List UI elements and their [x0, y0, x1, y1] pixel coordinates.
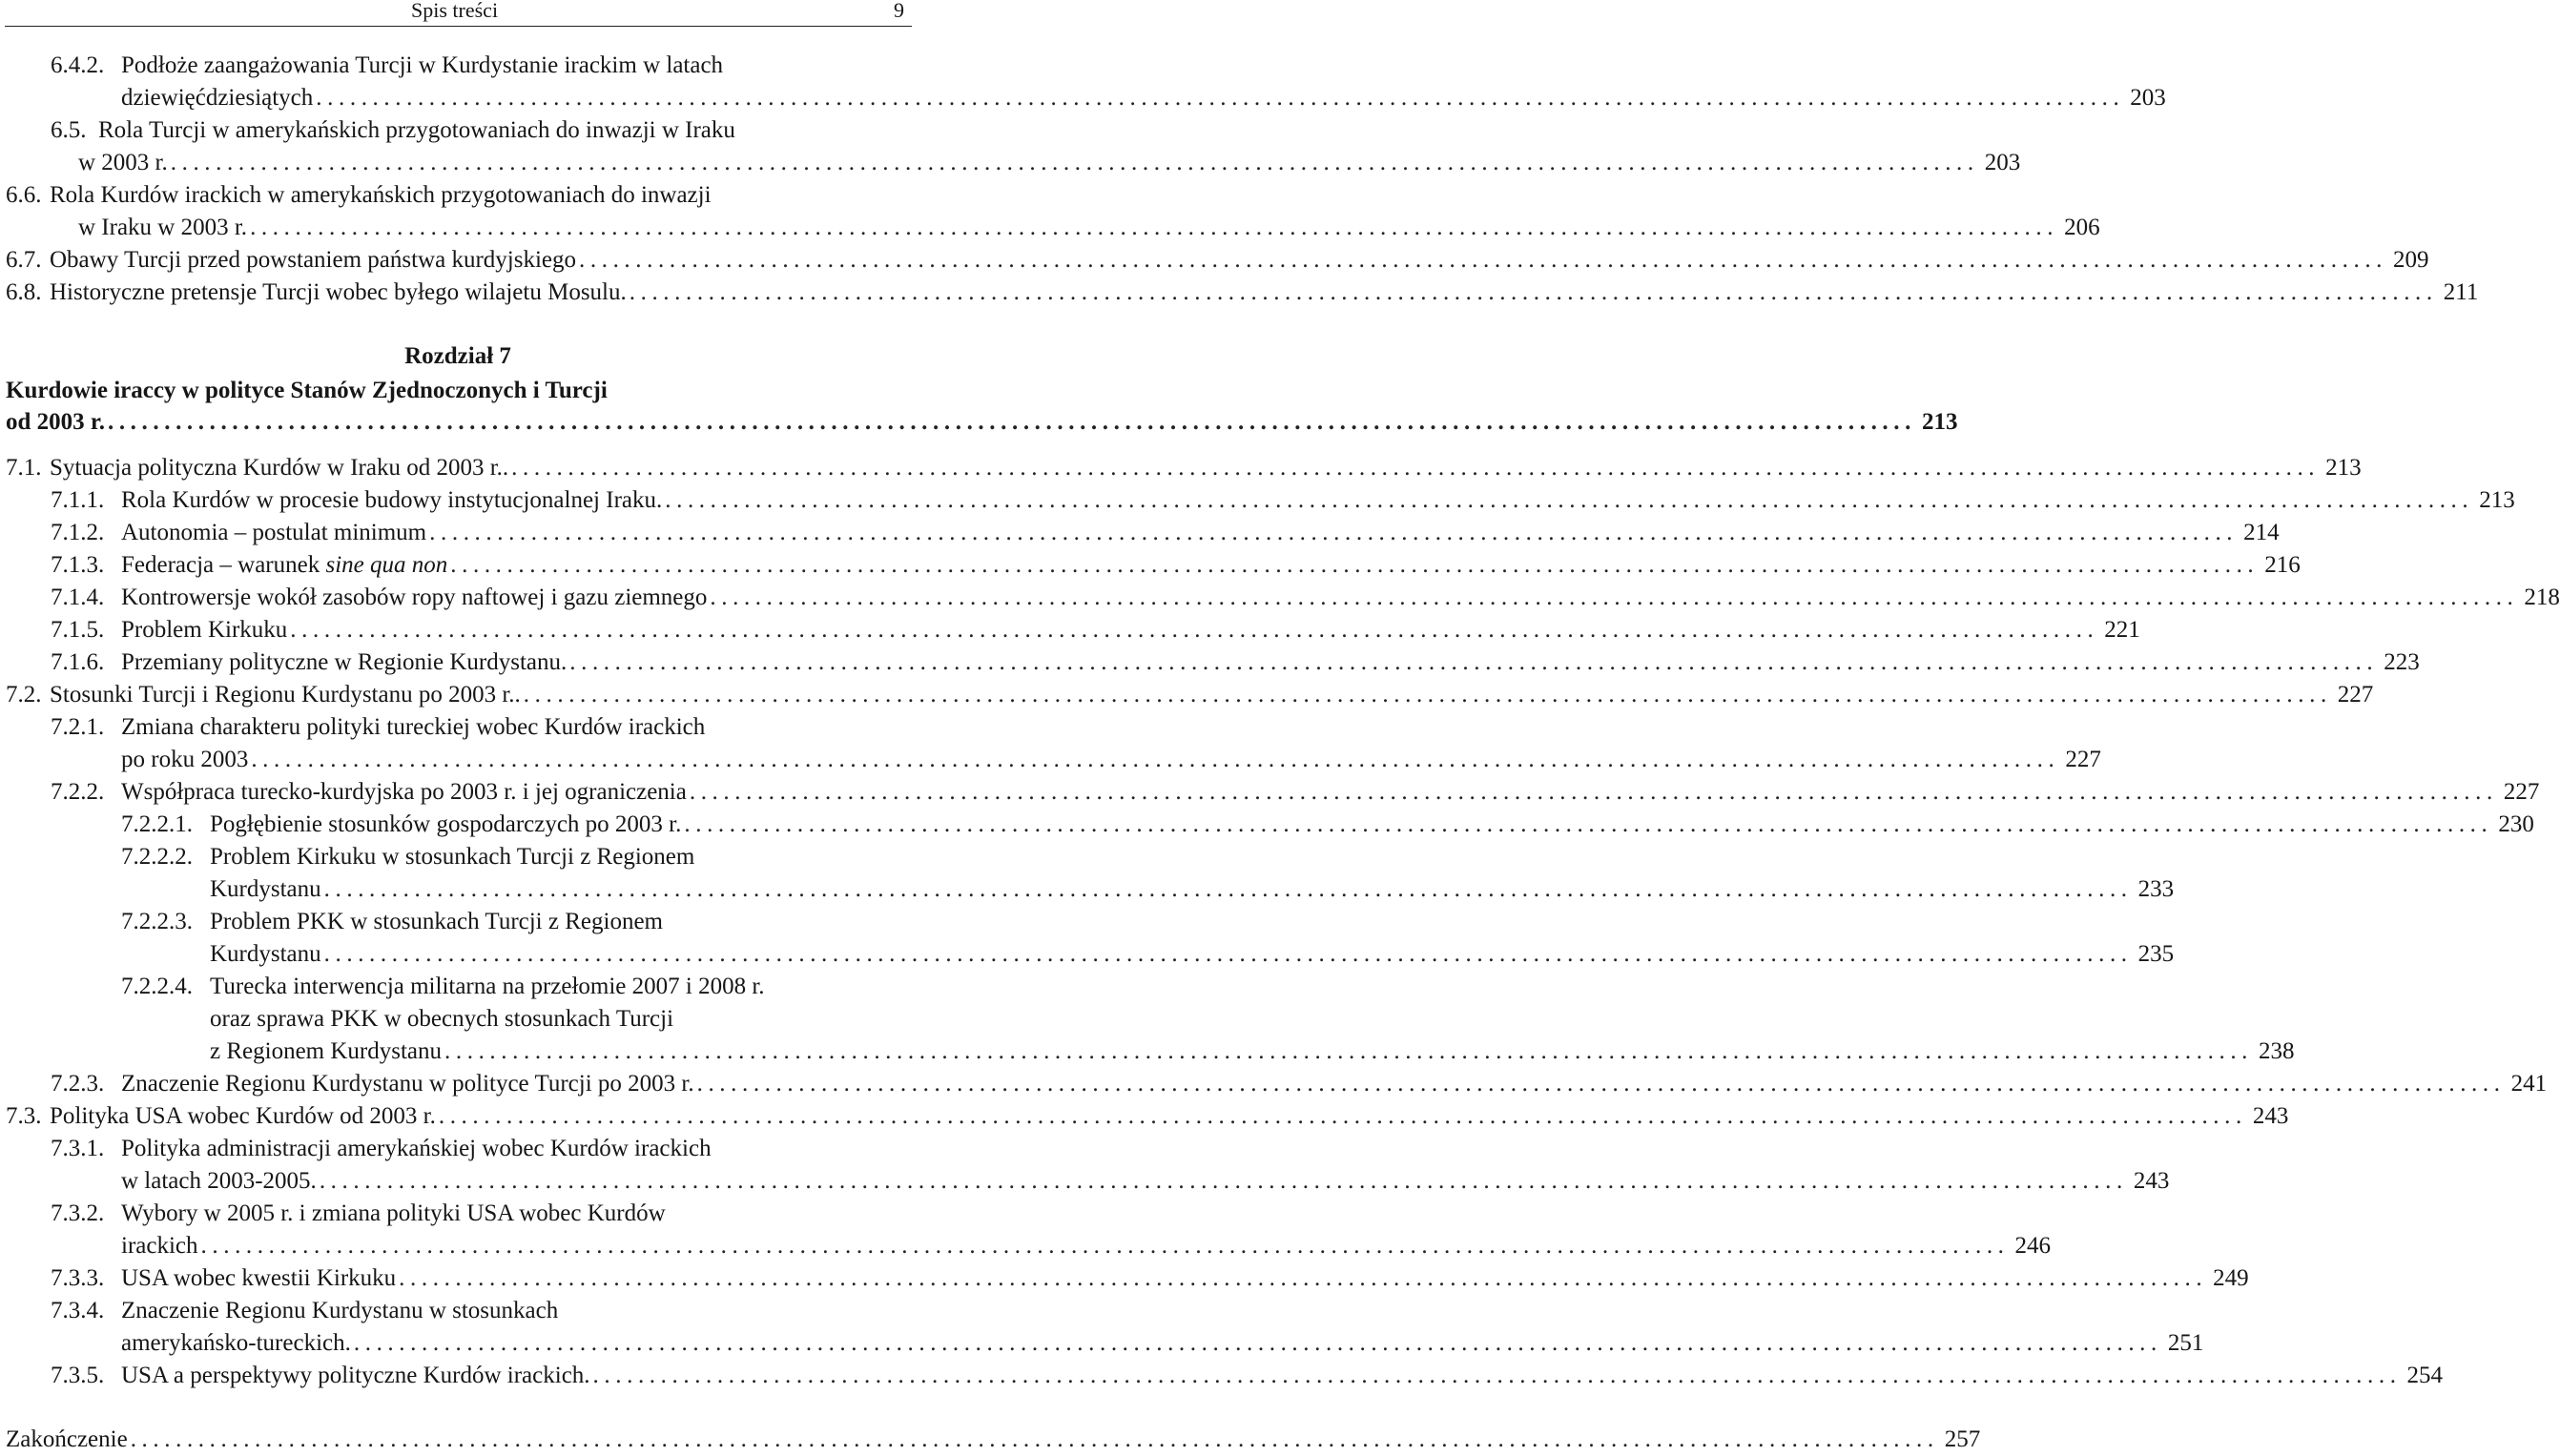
chapter-page: 213	[1921, 409, 1958, 435]
entry-number: 7.3.5.	[51, 1363, 105, 1388]
entry-page: 203	[1984, 150, 2021, 175]
toc-entry-7-1-1[interactable]	[0, 484, 2515, 517]
entry-page: 227	[2503, 779, 2540, 805]
toc-entry-6-6[interactable]	[0, 179, 916, 212]
leader-dots: ................................................................................................................................................................	[319, 1168, 2128, 1194]
toc-entry-7-1-5[interactable]	[0, 614, 2140, 646]
entry-number: 6.4.2.	[51, 52, 105, 78]
entry-title: Problem Kirkuku	[121, 617, 288, 643]
entry-page: 243	[2133, 1168, 2170, 1194]
toc-entry-7-2-2-4[interactable]	[0, 971, 916, 1003]
toc-entry-7-2-2-4-cont[interactable]	[0, 1003, 916, 1036]
leader-dots: ................................................................................................................................................................	[251, 747, 2060, 772]
chapter-title-row[interactable]	[0, 375, 916, 407]
entry-number: 7.2.2.2.	[121, 844, 193, 870]
entry-title: Turecka interwencja militarna na przełomie 2007 i 2008 r.	[210, 974, 765, 999]
entry-page: 221	[2104, 617, 2140, 643]
entry-title: amerykańsko-tureckich.	[121, 1330, 351, 1356]
entry-page: 216	[2264, 552, 2301, 578]
toc-entry-6-4-2-cont[interactable]	[0, 82, 2166, 114]
entry-page: 251	[2167, 1330, 2204, 1356]
leader-dots: ................................................................................................................................................................	[450, 552, 2260, 578]
entry-page: 230	[2498, 811, 2534, 837]
toc-entry-6-7[interactable]	[0, 244, 2429, 277]
entry-title: USA a perspektywy polityczne Kurdów irackich.	[121, 1363, 590, 1388]
toc-entry-7-2-2-3[interactable]	[0, 906, 916, 938]
entry-number: 7.2.1.	[51, 714, 105, 740]
entry-page: 227	[2065, 747, 2101, 772]
entry-title: irackich	[121, 1233, 198, 1259]
entry-page: 227	[2337, 682, 2374, 707]
leader-dots: ................................................................................................................................................................	[316, 85, 2125, 111]
entry-page: 223	[2384, 649, 2420, 675]
leader-dots: ................................................................................................................................................................	[200, 1233, 2010, 1259]
leader-dots: ................................................................................................................................................................	[290, 617, 2099, 643]
entry-number: 7.1.5.	[51, 617, 105, 643]
page-number: 9	[894, 0, 904, 22]
toc-entry-7-2-1[interactable]	[0, 711, 916, 744]
entry-title: Współpraca turecko-kurdyjska po 2003 r. i jej ograniczenia	[121, 779, 687, 805]
toc-entry-7-2-2-2[interactable]	[0, 841, 916, 873]
entry-page: 206	[2064, 215, 2100, 240]
entry-title: Kurdystanu	[210, 876, 321, 902]
entry-page: 218	[2524, 584, 2560, 610]
chapter-title: Kurdowie iraccy w polityce Stanów Zjednoczonych i Turcji	[6, 378, 608, 403]
toc-entry-ending[interactable]	[0, 1424, 1981, 1456]
entry-page: 209	[2393, 247, 2429, 273]
entry-page: 235	[2137, 941, 2175, 967]
toc-entry-7-3[interactable]	[0, 1100, 2289, 1133]
chapter-title-row-cont[interactable]	[0, 406, 1958, 439]
entry-page: 213	[2325, 455, 2362, 481]
header-rule	[5, 26, 912, 27]
toc-entry-7-2-1-cont[interactable]	[0, 744, 2101, 776]
leader-dots: ................................................................................................................................................................	[579, 247, 2388, 273]
leader-dots: ................................................................................................................................................................	[353, 1330, 2162, 1356]
entry-title: Kontrowersje wokół zasobów ropy naftowej i gazu ziemnego	[121, 584, 708, 610]
entry-title: Kurdystanu	[210, 941, 321, 967]
toc-entry-7-1-6[interactable]	[0, 646, 2420, 679]
entry-number: 7.2.	[6, 682, 42, 707]
entry-title: Rola Kurdów irackich w amerykańskich przygotowaniach do inwazji	[50, 182, 712, 208]
entry-number: 7.2.2.1.	[121, 811, 193, 837]
entry-page: 254	[2406, 1363, 2444, 1388]
entry-number: 6.8.	[6, 279, 42, 305]
toc-entry-6-5-cont[interactable]	[0, 147, 2021, 179]
toc-entry-7-3-1[interactable]	[0, 1133, 916, 1165]
leader-dots: ................................................................................................................................................................	[684, 811, 2493, 837]
entry-number: 6.5.	[51, 117, 87, 143]
toc-entry-7-1-2[interactable]	[0, 517, 2280, 549]
entry-title: Rola Kurdów w procesie budowy instytucjonalnej Iraku.	[121, 487, 663, 513]
toc-entry-7-2-3[interactable]	[0, 1068, 2548, 1100]
toc-entry-7-1-4[interactable]	[0, 582, 2560, 614]
toc-entry-7-3-4-cont[interactable]	[0, 1327, 2204, 1360]
entry-title: Problem Kirkuku w stosunkach Turcji z Regionem	[210, 844, 695, 870]
toc-entry-6-5[interactable]	[0, 114, 916, 147]
entry-number: 7.1.1.	[51, 487, 105, 513]
toc-entry-7-2-2-2-cont[interactable]	[0, 873, 2175, 906]
leader-dots: ................................................................................................................................................................	[696, 1071, 2506, 1097]
entry-page: 257	[1944, 1426, 1981, 1452]
entry-title: dziewięćdziesiątych	[121, 85, 314, 111]
entry-page: 241	[2510, 1071, 2548, 1097]
toc-entry-7-3-1-cont[interactable]	[0, 1165, 2170, 1198]
entry-number: 7.2.2.3.	[121, 909, 193, 934]
entry-page: 233	[2137, 876, 2175, 902]
toc-entry-6-8[interactable]	[0, 277, 2479, 309]
leader-dots: ................................................................................................................................................................	[710, 584, 2519, 610]
chapter-label: Rozdział 7	[404, 343, 511, 369]
entry-title: w Iraku w 2003 r.	[78, 215, 248, 240]
entry-number: 7.2.3.	[51, 1071, 105, 1097]
leader-dots: ................................................................................................................................................................	[323, 876, 2133, 902]
entry-title: Polityka USA wobec Kurdów od 2003 r.	[50, 1103, 436, 1129]
entry-number: 7.3.	[6, 1103, 42, 1129]
entry-number: 7.3.4.	[51, 1298, 105, 1323]
leader-dots: ................................................................................................................................................................	[444, 1038, 2254, 1064]
entry-page: 203	[2130, 85, 2166, 111]
entry-number: 6.6.	[6, 182, 42, 208]
toc-entry-7-2-2-4-cont2[interactable]	[0, 1036, 2295, 1068]
entry-title: Zakończenie	[6, 1426, 128, 1452]
entry-title: z Regionem Kurdystanu	[210, 1038, 443, 1064]
toc-entry-7-2[interactable]	[0, 679, 2374, 711]
toc-entry-6-6-cont[interactable]	[0, 212, 2100, 244]
entry-title: Wybory w 2005 r. i zmiana polityki USA wobec Kurdów	[121, 1200, 666, 1226]
entry-title: USA wobec kwestii Kirkuku	[121, 1265, 397, 1291]
leader-dots: ................................................................................................................................................................	[323, 941, 2133, 967]
entry-number: 7.3.2.	[51, 1200, 105, 1226]
entry-title: Znaczenie Regionu Kurdystanu w stosunkach	[121, 1298, 559, 1323]
toc-entry-7-3-2-cont[interactable]	[0, 1230, 2052, 1262]
leader-dots: ................................................................................................................................................................	[665, 487, 2474, 513]
entry-page: 249	[2213, 1265, 2249, 1291]
leader-dots: ................................................................................................................................................................	[592, 1363, 2402, 1388]
entry-number: 7.1.	[6, 455, 42, 481]
entry-title: po roku 2003	[121, 747, 249, 772]
leader-dots: ................................................................................................................................................................	[523, 682, 2332, 707]
entry-number: 7.2.2.4.	[121, 974, 193, 999]
entry-number: 7.2.2.	[51, 779, 105, 805]
entry-number: 7.1.6.	[51, 649, 105, 675]
leader-dots: ................................................................................................................................................................	[689, 779, 2498, 805]
entry-title	[121, 549, 447, 582]
toc-entry-7-1[interactable]	[0, 452, 2362, 484]
entry-number: 7.1.2.	[51, 520, 105, 545]
toc-entry-7-3-3[interactable]	[0, 1262, 2249, 1295]
leader-dots: ................................................................................................................................................................	[569, 649, 2379, 675]
entry-title: Zmiana charakteru polityki tureckiej wobec Kurdów irackich	[121, 714, 706, 740]
entry-title: w 2003 r.	[78, 150, 168, 175]
leader-dots: ................................................................................................................................................................	[438, 1103, 2247, 1129]
leader-dots: ................................................................................................................................................................	[399, 1265, 2208, 1291]
leader-dots: ................................................................................................................................................................	[429, 520, 2239, 545]
entry-number: 6.7.	[6, 247, 42, 273]
entry-number: 7.3.1.	[51, 1136, 105, 1161]
leader-dots: ................................................................................................................................................................	[170, 150, 1979, 175]
entry-page: 214	[2243, 520, 2280, 545]
entry-title: Sytuacja polityczna Kurdów w Iraku od 2003 r..	[50, 455, 509, 481]
entry-title-italic: sine qua non	[325, 552, 448, 578]
entry-title: Autonomia – postulat minimum	[121, 520, 427, 545]
entry-title: Obawy Turcji przed powstaniem państwa kurdyjskiego	[50, 247, 577, 273]
running-header-title: Spis treści	[411, 0, 499, 22]
toc-entry-7-3-4[interactable]	[0, 1295, 916, 1327]
entry-title: Przemiany polityczne w Regionie Kurdystanu.	[121, 649, 568, 675]
toc-entry-7-1-3[interactable]	[0, 549, 2301, 582]
entry-title: w latach 2003-2005.	[121, 1168, 317, 1194]
entry-title: Znaczenie Regionu Kurdystanu w polityce Turcji po 2003 r.	[121, 1071, 694, 1097]
toc-entry-7-3-5[interactable]	[0, 1360, 2444, 1392]
toc-entry-7-2-2[interactable]	[0, 776, 2540, 809]
entry-number: 7.1.4.	[51, 584, 105, 610]
entry-page: 213	[2479, 487, 2515, 513]
entry-page: 238	[2259, 1038, 2295, 1064]
entry-page: 211	[2443, 279, 2479, 305]
entry-title: Rola Turcji w amerykańskich przygotowaniach do inwazji w Iraku	[98, 117, 735, 143]
running-header	[0, 0, 916, 30]
leader-dots: ................................................................................................................................................................	[250, 215, 2059, 240]
entry-title: oraz sprawa PKK w obecnych stosunkach Turcji	[210, 1006, 674, 1032]
toc-entry-6-4-2[interactable]	[0, 50, 916, 82]
leader-dots: ................................................................................................................................................................	[130, 1426, 1939, 1452]
chapter-label-row	[0, 340, 916, 373]
entry-title: Stosunki Turcji i Regionu Kurdystanu po 2003 r..	[50, 682, 521, 707]
entry-title: Pogłębienie stosunków gospodarczych po 2003 r.	[210, 811, 682, 837]
leader-dots: ................................................................................................................................................................	[107, 409, 1916, 435]
entry-title: Polityka administracji amerykańskiej wobec Kurdów irackich	[121, 1136, 712, 1161]
entry-number: 7.1.3.	[51, 552, 105, 578]
entry-title: Problem PKK w stosunkach Turcji z Regionem	[210, 909, 663, 934]
leader-dots: ................................................................................................................................................................	[511, 455, 2321, 481]
chapter-title: od 2003 r.	[6, 409, 105, 435]
entry-title: Podłoże zaangażowania Turcji w Kurdystanie irackim w latach	[121, 52, 724, 78]
toc-entry-7-2-2-1[interactable]	[0, 809, 2534, 841]
entry-number: 7.3.3.	[51, 1265, 105, 1291]
entry-title: Historyczne pretensje Turcji wobec byłego wilajetu Mosulu.	[50, 279, 627, 305]
entry-page: 243	[2252, 1103, 2289, 1129]
entry-title-text: Federacja – warunek	[121, 552, 320, 578]
entry-page: 246	[2014, 1233, 2052, 1259]
toc-entry-7-3-2[interactable]	[0, 1198, 916, 1230]
leader-dots: ................................................................................................................................................................	[629, 279, 2438, 305]
toc-entry-7-2-2-3-cont[interactable]	[0, 938, 2175, 971]
